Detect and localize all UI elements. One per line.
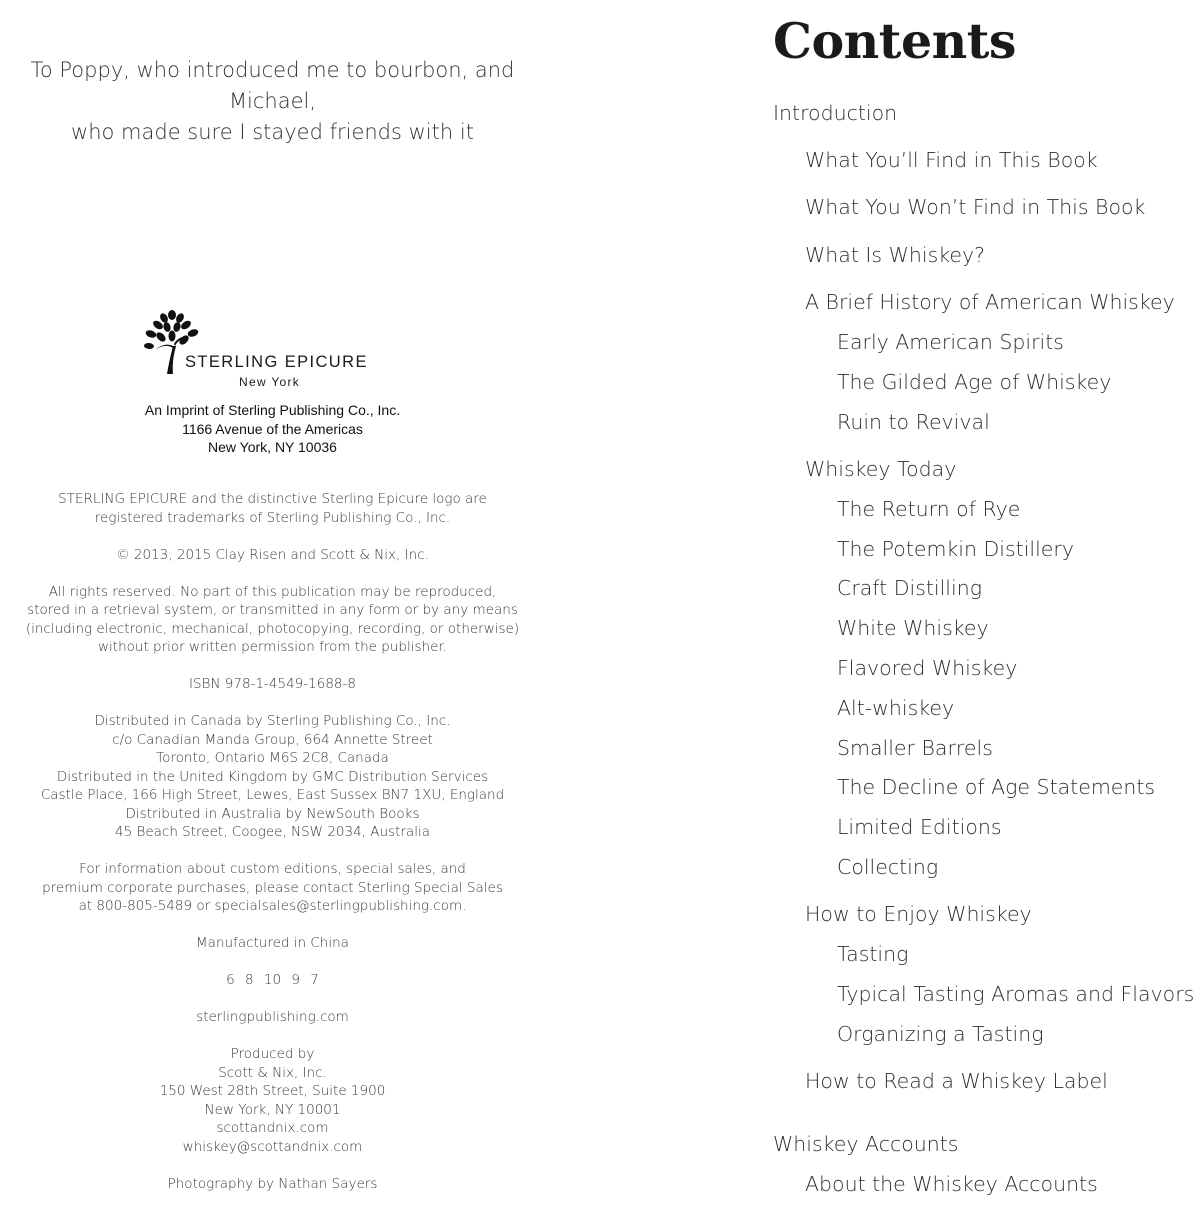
toc-item[interactable]: Tasting	[837, 942, 909, 966]
toc-item[interactable]: Organizing a Tasting	[837, 1022, 1044, 1046]
publisher-name: STERLING EPICURE	[185, 353, 368, 371]
colophon-line: scottandnix.com	[216, 1120, 329, 1136]
colophon-line: Distributed in Canada by Sterling Publishing Co., Inc.	[94, 713, 451, 729]
colophon-line: 6 8 10 9 7	[226, 972, 319, 988]
colophon-line: without prior written permission from the publisher.	[98, 639, 447, 655]
dedication	[0, 55, 545, 148]
colophon-line: New York, NY 10001	[204, 1101, 341, 1118]
colophon-line: 150 West 28th Street, Suite 1900	[159, 1083, 386, 1099]
toc-item[interactable]: Whiskey Accounts	[773, 1132, 959, 1156]
colophon-line: premium corporate purchases, please contact Sterling Special Sales	[42, 879, 503, 896]
colophon-line: Castle Place, 166 High Street, Lewes, East Sussex BN7 1XU, England	[40, 787, 505, 803]
manufacture-notice	[0, 934, 545, 953]
imprint-line: An Imprint of Sterling Publishing Co., Inc.	[144, 402, 401, 418]
toc-item[interactable]: About the Whiskey Accounts	[805, 1172, 1098, 1196]
colophon-line: registered trademarks of Sterling Publishing Co., Inc.	[94, 509, 451, 526]
toc-item[interactable]: The Gilded Age of Whiskey	[837, 370, 1112, 394]
imprint-line: 1166 Avenue of the Americas	[182, 420, 363, 437]
toc-item[interactable]: What Is Whiskey?	[805, 243, 986, 267]
colophon-line: stored in a retrieval system, or transmitted in any form or by any means	[27, 602, 518, 618]
colophon-line: Scott & Nix, Inc.	[218, 1064, 327, 1081]
toc-item[interactable]: Alt-whiskey	[837, 696, 955, 720]
colophon-line: sterlingpublishing.com	[196, 1009, 349, 1025]
colophon-line: Toronto, Ontario M6S 2C8, Canada	[156, 750, 389, 766]
toc-item[interactable]: Typical Tasting Aromas and Flavors	[837, 982, 1195, 1006]
colophon-line: (including electronic, mechanical, photocopying, recording, or otherwise)	[25, 620, 520, 637]
toc-item[interactable]: How to Read a Whiskey Label	[805, 1069, 1108, 1093]
toc-item[interactable]: What You’ll Find in This Book	[805, 148, 1098, 172]
toc-item[interactable]: Introduction	[773, 101, 898, 125]
colophon-line: at 800-805-5489 or specialsales@sterlingpublishing.com.	[78, 898, 467, 914]
colophon-line: ISBN 978-1-4549-1688-8	[189, 676, 356, 692]
dedication-line: who made sure I stayed friends with it	[71, 120, 474, 144]
contents-page	[773, 0, 1200, 1200]
isbn	[0, 675, 545, 694]
toc-item[interactable]: A Brief History of American Whiskey	[805, 290, 1175, 314]
toc-item[interactable]: Ruin to Revival	[837, 410, 990, 434]
colophon-line: c/o Canadian Manda Group, 664 Annette Street	[112, 731, 433, 748]
toc-item[interactable]: Flavored Whiskey	[837, 656, 1018, 680]
colophon-line: Manufactured in China	[196, 935, 349, 951]
copyright-notice	[0, 546, 545, 565]
toc-item[interactable]: Smaller Barrels	[837, 736, 993, 760]
colophon-line: Distributed in the United Kingdom by GMC Distribution Services	[56, 768, 489, 785]
trademark-notice	[0, 490, 545, 527]
rights-notice	[0, 583, 545, 657]
imprint-address	[0, 401, 545, 457]
distribution-notice	[0, 712, 545, 842]
colophon-line: All rights reserved. No part of this publication may be reproduced,	[48, 583, 497, 600]
copyright-page	[0, 0, 545, 1200]
imprint-line: New York, NY 10036	[208, 439, 337, 455]
toc-item[interactable]: What You Won’t Find in This Book	[805, 195, 1146, 219]
toc-item[interactable]: Limited Editions	[837, 815, 1002, 839]
photography-credit	[0, 1175, 545, 1194]
toc-item[interactable]: Whiskey Today	[805, 457, 957, 481]
page-title: Contents	[773, 12, 1016, 70]
producer-credit	[0, 1045, 545, 1156]
colophon-line: 45 Beach Street, Coogee, NSW 2034, Australia	[115, 824, 430, 840]
publisher-city: New York	[239, 375, 301, 389]
colophon-line: For information about custom editions, special sales, and	[79, 861, 466, 877]
toc-item[interactable]: Collecting	[837, 855, 939, 879]
colophon-line: STERLING EPICURE and the distinctive Sterling Epicure logo are	[58, 491, 487, 507]
publisher-logo	[143, 310, 373, 390]
colophon-line: whiskey@scottandnix.com	[182, 1138, 363, 1155]
colophon-line: Distributed in Australia by NewSouth Books	[125, 805, 420, 822]
dedication-line: To Poppy, who introduced me to bourbon, and Michael,	[30, 58, 515, 113]
toc-item[interactable]: How to Enjoy Whiskey	[805, 902, 1032, 926]
colophon	[0, 490, 545, 1212]
colophon-line: Photography by Nathan Sayers	[167, 1175, 378, 1192]
printline	[0, 971, 545, 990]
toc-item[interactable]: Early American Spirits	[837, 330, 1064, 354]
toc-item[interactable]: The Potemkin Distillery	[837, 537, 1074, 561]
colophon-line: Produced by	[230, 1046, 315, 1062]
colophon-line: © 2013, 2015 Clay Risen and Scott & Nix, Inc.	[116, 546, 429, 563]
toc-item[interactable]: Craft Distilling	[837, 576, 982, 600]
toc-item[interactable]: White Whiskey	[837, 616, 989, 640]
toc-item[interactable]: The Decline of Age Statements	[837, 775, 1156, 799]
toc-item[interactable]: The Return of Rye	[837, 497, 1021, 521]
special-sales-notice	[0, 860, 545, 916]
publisher-website	[0, 1008, 545, 1027]
